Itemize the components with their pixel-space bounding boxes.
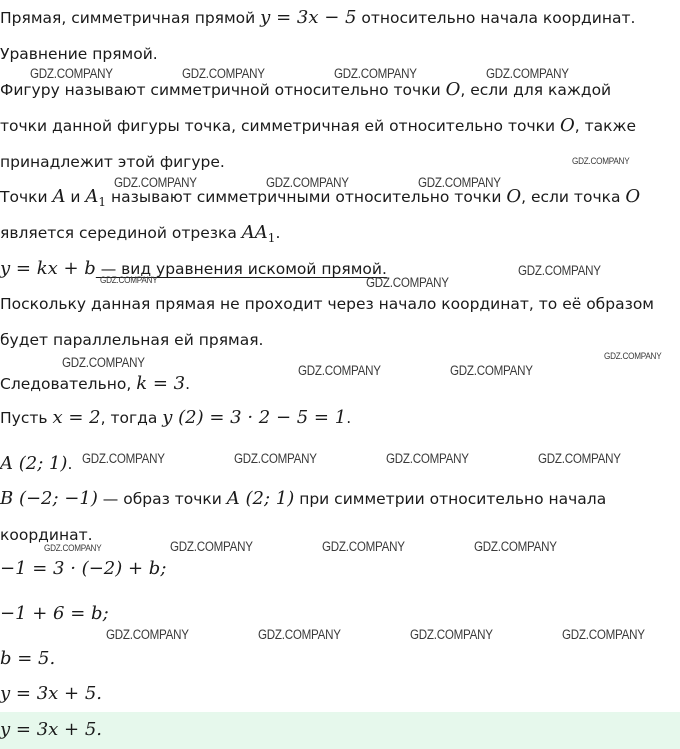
text-line: принадлежит этой фигуре. <box>0 153 225 171</box>
watermark: GDZ.COMPANY <box>334 66 417 81</box>
watermark: GDZ.COMPANY <box>572 156 630 167</box>
text-line: координат. <box>0 526 93 544</box>
watermark: GDZ.COMPANY <box>538 451 621 466</box>
watermark: GDZ.COMPANY <box>258 627 341 642</box>
text-line: Следовательно, k = 3. <box>0 373 191 394</box>
watermark: GDZ.COMPANY <box>170 539 253 554</box>
text-line: −1 + 6 = b; <box>0 603 109 624</box>
text-line: B (−2; −1) — образ точки A (2; 1) при симметрии относительно начала <box>0 488 607 509</box>
watermark: GDZ.COMPANY <box>182 66 265 81</box>
text-line: Поскольку данная прямая не проходит через начало координат, то её образом <box>0 295 654 313</box>
watermark: GDZ.COMPANY <box>486 66 569 81</box>
text-line: Пусть x = 2, тогда y (2) = 3 · 2 − 5 = 1. <box>0 407 352 428</box>
text-line: A (2; 1). <box>0 453 73 474</box>
text-line: y = 3x + 5. <box>0 683 103 704</box>
watermark: GDZ.COMPANY <box>474 539 557 554</box>
watermark: GDZ.COMPANY <box>410 627 493 642</box>
watermark: GDZ.COMPANY <box>562 627 645 642</box>
watermark: GDZ.COMPANY <box>114 175 197 190</box>
watermark: GDZ.COMPANY <box>266 175 349 190</box>
answer-line: y = 3x + 5. <box>0 719 103 740</box>
watermark: GDZ.COMPANY <box>82 451 165 466</box>
text-line: Точки A и $A_1$ называют симметричными относительно точки O, если точка O <box>0 186 641 210</box>
watermark: GDZ.COMPANY <box>44 543 102 554</box>
watermark: GDZ.COMPANY <box>418 175 501 190</box>
text-line: b = 5. <box>0 648 56 669</box>
watermark: GDZ.COMPANY <box>62 355 145 370</box>
watermark: GDZ.COMPANY <box>518 263 601 278</box>
watermark: GDZ.COMPANY <box>234 451 317 466</box>
answer-highlight <box>0 712 680 749</box>
text-line: Прямая, симметричная прямой y = 3x − 5 относительно начала координат. <box>0 7 636 28</box>
watermark: GDZ.COMPANY <box>106 627 189 642</box>
text-line: является серединой отрезка $AA_1$. <box>0 222 281 246</box>
watermark: GDZ.COMPANY <box>450 363 533 378</box>
text-line: точки данной фигуры точка, симметричная ей относительно точки O, также <box>0 115 636 136</box>
text-line: −1 = 3 · (−2) + b; <box>0 558 167 579</box>
watermark: GDZ.COMPANY <box>298 363 381 378</box>
watermark: GDZ.COMPANY <box>30 66 113 81</box>
text-line: Фигуру называют симметричной относительно точки O, если для каждой <box>0 79 612 100</box>
text-line: будет параллельная ей прямая. <box>0 331 264 349</box>
text-line: y = kx + b — вид уравнения искомой прямой. <box>0 258 387 279</box>
watermark: GDZ.COMPANY <box>100 275 158 286</box>
watermark: GDZ.COMPANY <box>366 275 449 290</box>
watermark: GDZ.COMPANY <box>386 451 469 466</box>
text-line: Уравнение прямой. <box>0 45 158 63</box>
watermark: GDZ.COMPANY <box>604 351 662 362</box>
watermark: GDZ.COMPANY <box>322 539 405 554</box>
